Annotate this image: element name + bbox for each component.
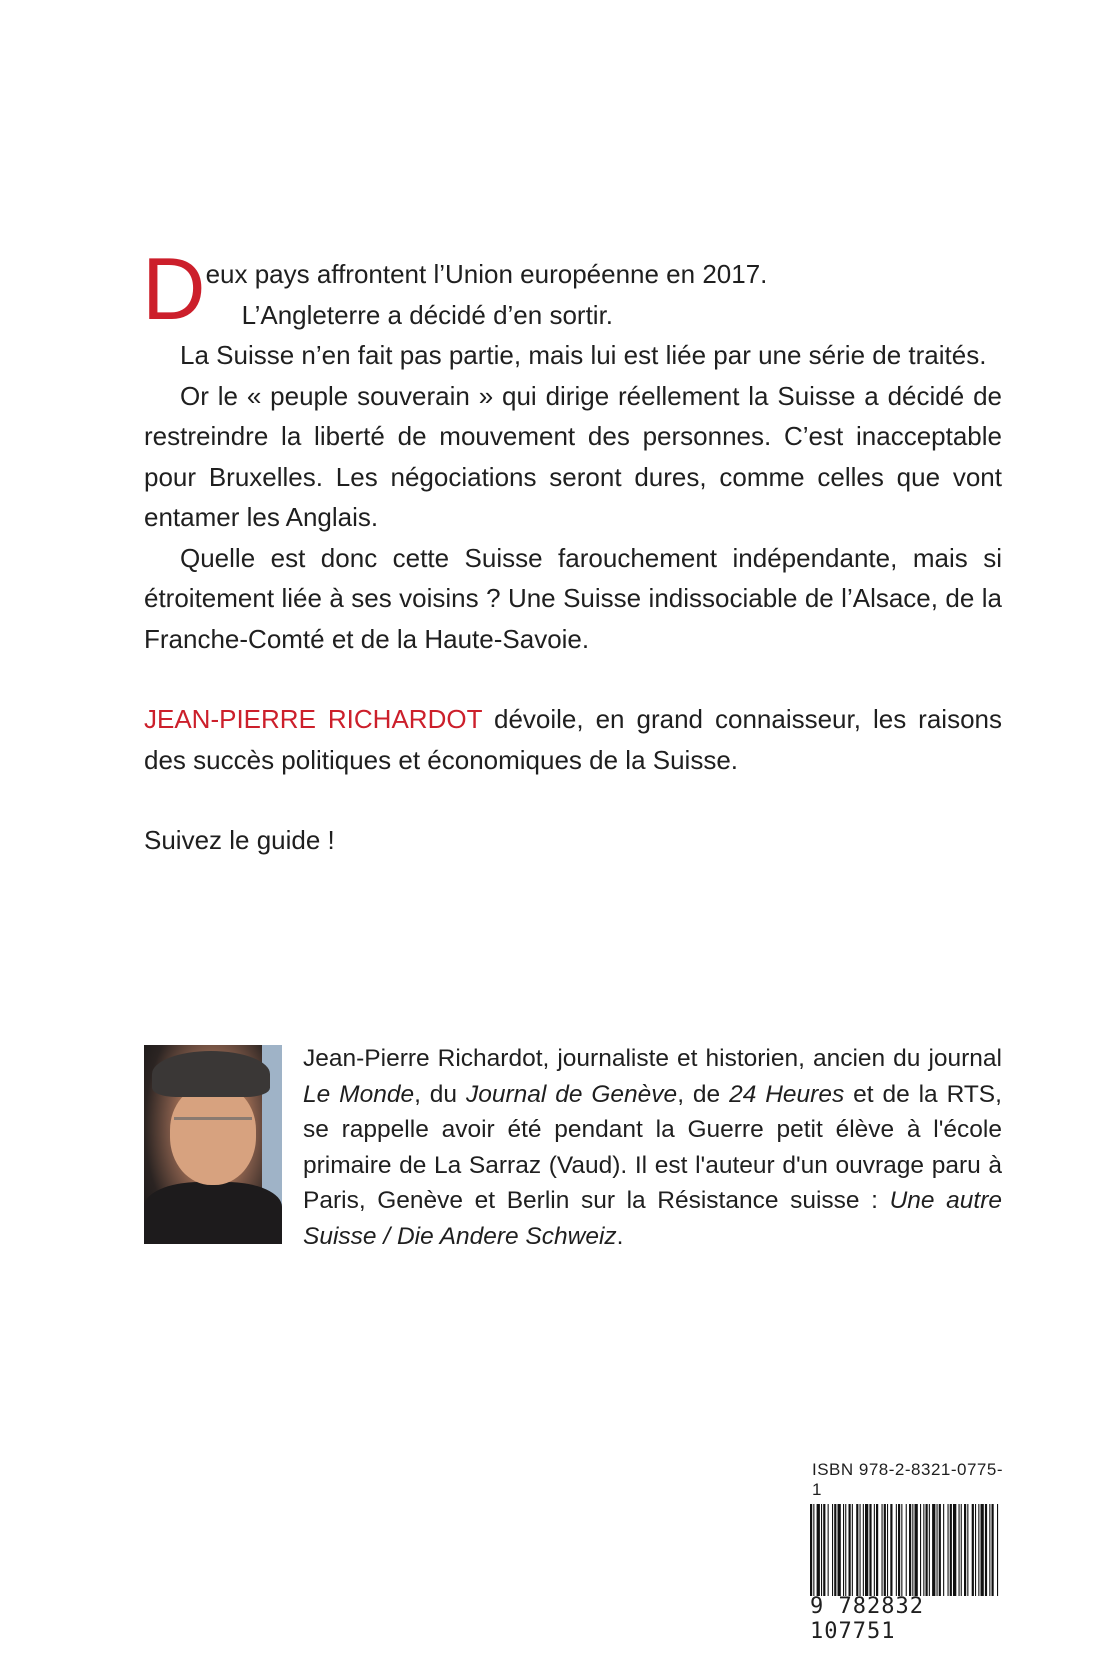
barcode-bar — [906, 1504, 907, 1596]
bio-text-5: . — [616, 1222, 624, 1250]
barcode-bar — [852, 1504, 853, 1596]
barcode-bar — [856, 1504, 858, 1596]
barcode-bar — [810, 1504, 812, 1596]
barcode-icon — [810, 1504, 1000, 1596]
blurb-p6-text: dévoile, en grand connaisseur, les raisons des succès politiques et économiques de la Suisse. — [144, 704, 1002, 775]
bio-text-4: et de la RTS, se rappelle avoir été pendant la Guerre petit élève à l'école primaire de La Sarraz (Vaud). Il est l'auteur d'un ouvrage paru à Paris, Genève et Berlin sur la Résistance suisse : — [303, 1080, 1002, 1214]
barcode-bar — [964, 1504, 966, 1596]
barcode-bar — [989, 1504, 990, 1596]
barcode-bar — [821, 1504, 822, 1596]
barcode-bar — [884, 1504, 886, 1596]
barcode-bar — [865, 1504, 868, 1596]
back-cover-blurb — [142, 239, 1002, 861]
barcode-bar — [967, 1504, 968, 1596]
blurb-p1-text: eux pays affrontent l’Union européenne en 2017. — [205, 259, 768, 289]
barcode-bar — [813, 1504, 814, 1596]
blurb-paragraph-6 — [144, 699, 1002, 780]
author-photo — [144, 1045, 282, 1244]
blurb-paragraph-5: Quelle est donc cette Suisse farouchement indépendante, mais si étroitement liée à ses voisins ? Une Suisse indissociable de l’Alsace, de la Franche-Comté et de la Haute-Savoie. — [144, 542, 1002, 654]
barcode-bar — [939, 1504, 941, 1596]
barcode-bar — [981, 1504, 984, 1596]
barcode-bar — [912, 1504, 913, 1596]
bio-text-1: Jean-Pierre Richardot, journaliste et historien, ancien du journal — [303, 1045, 1002, 1072]
barcode-bar — [961, 1504, 962, 1596]
spacer — [144, 780, 1002, 820]
barcode-bar — [849, 1504, 851, 1596]
blurb-paragraph-4: Or le « peuple souverain » qui dirige réellement la Suisse a décidé de restreindre la liberté de mouvement des personnes. C’est inacceptable pour Bruxelles. Les négociations seront dures, comme celles que vont entamer les Anglais. — [144, 380, 1002, 532]
barcode-bar — [978, 1504, 979, 1596]
barcode-bar — [890, 1504, 892, 1596]
barcode-bar — [843, 1504, 844, 1596]
barcode-bar — [920, 1504, 921, 1596]
blurb-paragraph-7: Suivez le guide ! — [144, 825, 335, 855]
barcode-bar — [887, 1504, 888, 1596]
barcode-bar — [950, 1504, 952, 1596]
barcode-bar — [896, 1504, 897, 1596]
bio-italic-4: Une autre Suisse / Die Andere Schweiz — [303, 1187, 1002, 1250]
isbn-label: ISBN 978-2-8321-0775-1 — [812, 1460, 1004, 1499]
barcode-bar — [832, 1504, 833, 1596]
barcode-bar — [972, 1504, 974, 1596]
barcode-bar — [838, 1504, 841, 1596]
barcode-bar — [992, 1504, 994, 1596]
bio-italic-3: 24 Heures — [729, 1080, 845, 1108]
barcode-bar — [915, 1504, 918, 1596]
barcode-bar — [943, 1504, 944, 1596]
drop-cap: D — [142, 239, 206, 338]
barcode-bar — [898, 1504, 900, 1596]
barcode-bar — [834, 1504, 836, 1596]
barcode-bar — [975, 1504, 976, 1596]
bio-text-2: , du — [414, 1080, 466, 1108]
barcode-bar — [817, 1504, 820, 1596]
barcode-bar — [823, 1504, 825, 1596]
barcode-bar — [923, 1504, 924, 1596]
barcode-bar — [937, 1504, 938, 1596]
barcode-bar — [869, 1504, 871, 1596]
author-name-highlight: JEAN-PIERRE RICHARDOT — [144, 704, 482, 734]
isbn-block — [810, 1460, 1003, 1644]
bio-italic-2: Journal de Genève — [465, 1080, 678, 1108]
blurb-paragraph-3: La Suisse n’en fait pas partie, mais lui est liée par une série de traités. — [180, 340, 987, 370]
bio-text-3: , de — [677, 1080, 730, 1108]
barcode-bar — [882, 1504, 883, 1596]
barcode-bar — [901, 1504, 902, 1596]
barcode-bar — [985, 1504, 987, 1596]
barcode-bar — [863, 1504, 864, 1596]
barcode-bar — [926, 1504, 928, 1596]
barcode-bar — [874, 1504, 875, 1596]
blurb-paragraph-2: L’Angleterre a décidé d’en sortir. — [241, 299, 614, 330]
spacer — [144, 659, 1002, 699]
photo-cap — [152, 1051, 270, 1097]
bio-italic-1: Le Monde — [303, 1080, 415, 1108]
photo-coat — [144, 1182, 282, 1244]
barcode-bar — [997, 1504, 998, 1596]
barcode-bar — [909, 1504, 911, 1596]
photo-glasses — [174, 1117, 252, 1138]
barcode-bar — [953, 1504, 956, 1596]
barcode-bar — [828, 1504, 829, 1596]
barcode-bar — [929, 1504, 930, 1596]
barcode-bar — [845, 1504, 846, 1596]
barcode-bar — [932, 1504, 935, 1596]
isbn-digits: 9 782832 107751 — [810, 1594, 924, 1644]
author-bio — [303, 1041, 1002, 1254]
barcode-bar — [959, 1504, 960, 1596]
barcode-bar — [860, 1504, 861, 1596]
barcode-bar — [948, 1504, 949, 1596]
barcode-bar — [876, 1504, 878, 1596]
